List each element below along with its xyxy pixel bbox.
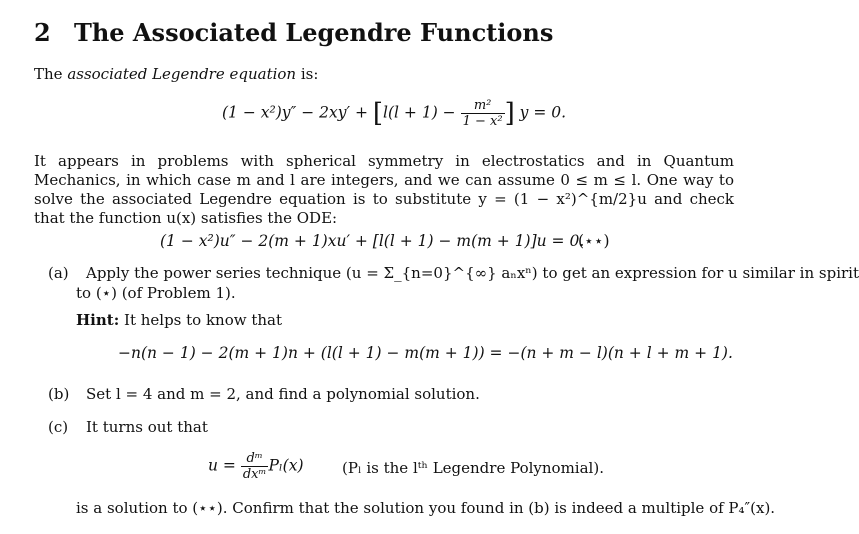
eq1-frac-den: 1 − x²	[462, 114, 503, 129]
equation-ode-u	[160, 232, 584, 250]
part-a-label: (a)	[48, 264, 69, 282]
body-paragraph: It appears in problems with spherical symmetry in electrostatics and in Quantum Mechanics, in which case m and l are integers, and we can assume 0 ≤ m ≤ l. One way to solve the associated Legendre equation is to substitute y = (1 − x²)^{m/2}u and check that the function u(x) satisfies the ODE:	[34, 152, 734, 227]
section-number: 2	[34, 18, 51, 47]
eq1-fraction	[461, 98, 505, 129]
part-a	[48, 263, 859, 283]
hint-line	[76, 310, 282, 330]
equation-hint: −n(n − 1) − 2(m + 1)n + (l(l + 1) − m(m + 1)) = −(n + m − l)(n + l + m + 1).	[118, 344, 733, 362]
equation-legendre	[222, 98, 566, 129]
eqc-fraction	[241, 451, 269, 482]
hint-label: Hint:	[76, 311, 120, 329]
part-c-text: It turns out that	[86, 418, 208, 436]
eq1-bracket-inner: l(l + 1) −	[383, 103, 461, 122]
equation-tag: (⋆⋆)	[578, 232, 610, 250]
intro-suffix: is:	[296, 65, 319, 83]
intro-prefix: The	[34, 65, 68, 83]
part-c-label: (c)	[48, 418, 69, 436]
eqc-frac-num: dᵐ	[246, 451, 263, 466]
intro-term: associated Legendre equation	[67, 65, 297, 83]
legendre-note: (Pₗ is the lᵗʰ Legendre Polynomial).	[342, 459, 604, 477]
part-a-line1: Apply the power series technique (u = Σ_{n=0}^{∞} aₙxⁿ) to get an expression for u similar in spirit	[86, 264, 859, 282]
eq2-body: (1 − x²)u″ − 2(m + 1)xu′ + [l(l + 1) − m(m + 1)]u = 0.	[160, 232, 585, 250]
hint-text: It helps to know that	[119, 311, 283, 329]
section-title: The Associated Legendre Functions	[74, 18, 554, 47]
equation-u-derivative	[208, 451, 304, 482]
part-c-final: is a solution to (⋆⋆). Confirm that the solution you found in (b) is indeed a multiple of P₄″(x).	[76, 499, 776, 517]
part-a-cont: to (⋆) (of Problem 1).	[76, 284, 236, 302]
part-b-text: Set l = 4 and m = 2, and find a polynomial solution.	[86, 385, 480, 403]
part-b	[48, 384, 480, 404]
eq1-left: (1 − x²)y″ − 2xy′ +	[222, 103, 373, 122]
eqc-frac-den: dxᵐ	[242, 467, 267, 482]
eqc-rhs: Pₗ(x)	[268, 456, 304, 475]
part-c	[48, 417, 208, 437]
eq1-bracket-close: ]	[504, 98, 515, 129]
eq1-frac-num: m²	[473, 98, 492, 113]
intro-line	[34, 64, 318, 84]
section-heading	[34, 18, 553, 47]
part-b-label: (b)	[48, 385, 70, 403]
eq1-bracket-open: [	[372, 98, 384, 129]
eq1-right: y = 0.	[514, 103, 567, 122]
eqc-lhs: u =	[208, 456, 241, 475]
